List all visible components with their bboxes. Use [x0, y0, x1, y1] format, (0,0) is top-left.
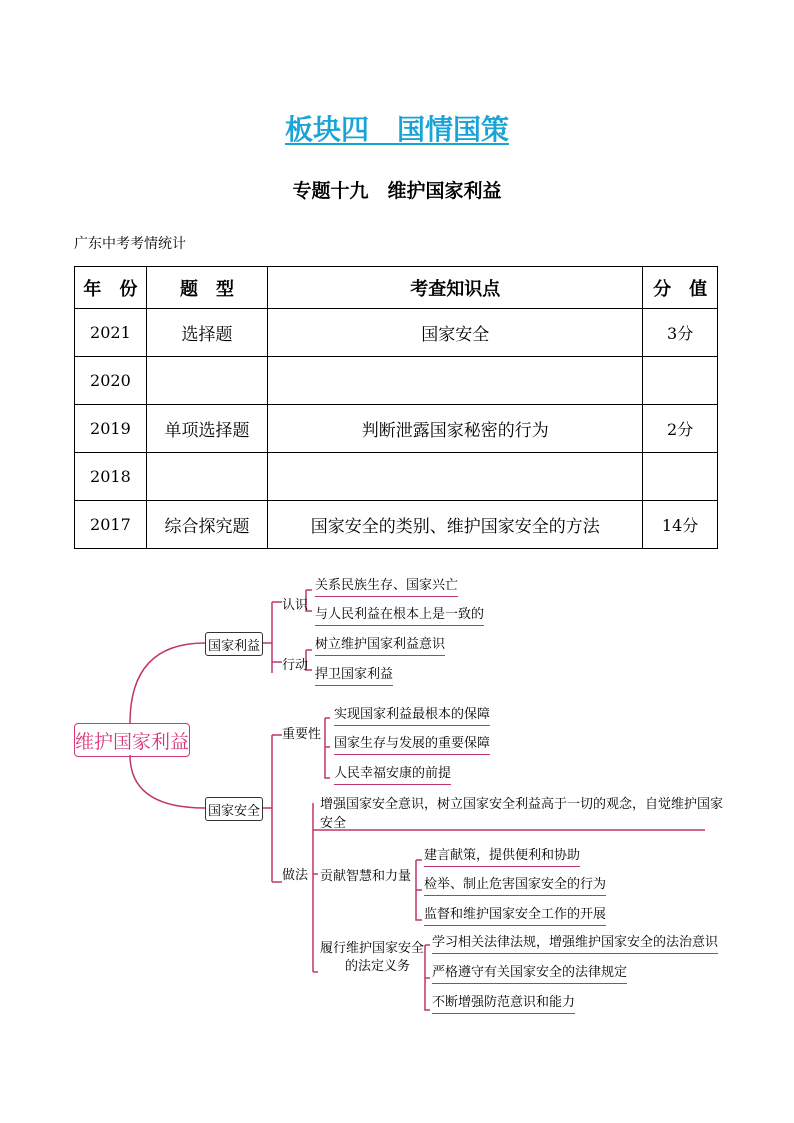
mind-map-root: 维护国家利益 [74, 723, 190, 757]
branch-national-security: 国家安全 [205, 797, 263, 821]
cell-type [146, 357, 267, 405]
leaf-item: 国家生存与发展的重要保障 [334, 732, 490, 755]
cell-type: 单项选择题 [146, 405, 267, 453]
cell-score: 3分 [643, 309, 718, 357]
cell-point: 国家安全 [268, 309, 643, 357]
leaf-item: 捍卫国家利益 [315, 663, 393, 686]
awareness-text-line1: 增强国家安全意识，树立国家安全利益高于一切的观念，自觉维护国家 [320, 797, 724, 812]
cell-point [268, 357, 643, 405]
cell-type: 综合探究题 [146, 501, 267, 549]
cell-year: 2021 [75, 309, 147, 357]
header-point: 考查知识点 [268, 267, 643, 309]
table-row [75, 309, 718, 357]
header-year: 年 份 [75, 267, 147, 309]
node-methods: 做法 [282, 868, 309, 883]
node-contribute: 贡献智慧和力量 [320, 869, 412, 884]
leaf-item: 严格遵守有关国家安全的法律规定 [432, 961, 627, 984]
branch-national-interest: 国家利益 [205, 632, 263, 656]
cell-year: 2017 [75, 501, 147, 549]
header-type: 题 型 [146, 267, 267, 309]
leaf-item: 实现国家利益最根本的保障 [334, 703, 490, 726]
cell-point: 判断泄露国家秘密的行为 [268, 405, 643, 453]
page-title: 板块四 国情国策 [284, 113, 509, 146]
table-row [75, 357, 718, 405]
node-duty-line1: 履行维护国家安全 [320, 941, 425, 956]
node-importance: 重要性 [282, 727, 322, 742]
leaf-item: 检举、制止危害国家安全的行为 [424, 873, 606, 896]
table-row [75, 405, 718, 453]
table-row [75, 501, 718, 549]
cell-type [146, 453, 267, 501]
leaf-item: 不断增强防范意识和能力 [432, 991, 575, 1014]
leaf-item: 树立维护国家利益意识 [315, 633, 445, 656]
node-cognition: 认识 [282, 598, 309, 613]
cell-score: 2分 [643, 405, 718, 453]
header-score: 分 值 [643, 267, 718, 309]
leaf-item: 学习相关法律法规，增强维护国家安全的法治意识 [432, 931, 718, 954]
cell-score: 14分 [643, 501, 718, 549]
leaf-item: 关系民族生存、国家兴亡 [315, 574, 458, 597]
cell-year: 2018 [75, 453, 147, 501]
cell-point [268, 453, 643, 501]
awareness-text-line2: 安全 [320, 816, 347, 831]
cell-type: 选择题 [146, 309, 267, 357]
leaf-item: 与人民利益在根本上是一致的 [315, 603, 484, 626]
stat-label: 广东中考考情统计 [74, 236, 186, 252]
cell-point: 国家安全的类别、维护国家安全的方法 [268, 501, 643, 549]
cell-year: 2020 [75, 357, 147, 405]
leaf-item: 人民幸福安康的前提 [334, 762, 451, 785]
node-duty-line2: 的法定义务 [345, 959, 411, 974]
table-row [75, 453, 718, 501]
table-header-row [75, 267, 718, 309]
exam-stats-table [74, 266, 718, 549]
leaf-item: 建言献策，提供便利和协助 [424, 844, 580, 867]
mind-map [0, 560, 794, 1020]
cell-score [643, 357, 718, 405]
cell-year: 2019 [75, 405, 147, 453]
topic-subtitle: 专题十九 维护国家利益 [292, 180, 502, 202]
leaf-item: 监督和维护国家安全工作的开展 [424, 903, 606, 926]
node-action: 行动 [282, 658, 309, 673]
cell-score [643, 453, 718, 501]
